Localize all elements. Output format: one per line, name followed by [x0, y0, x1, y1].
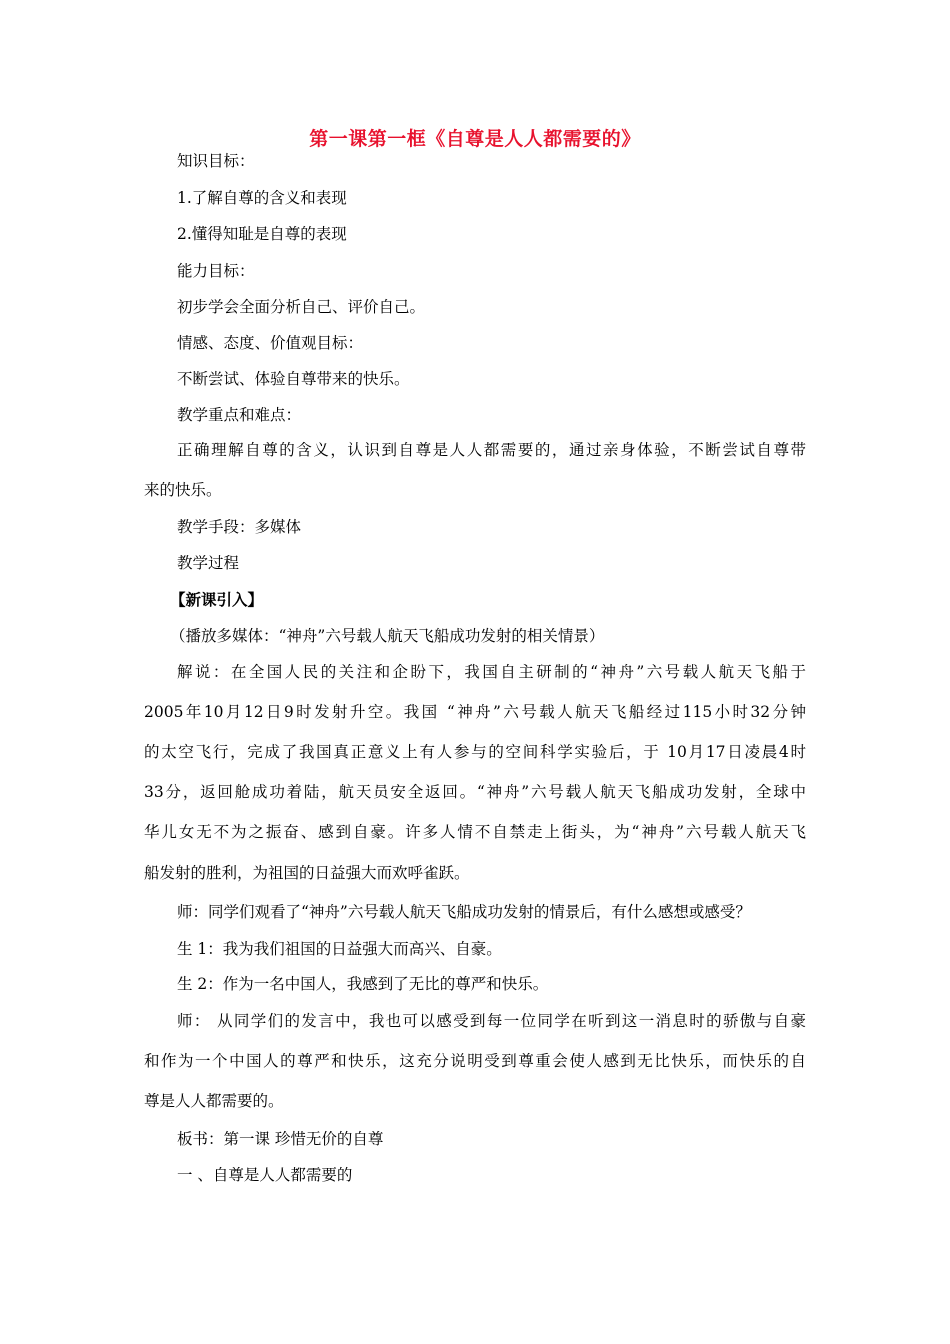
heading-knowledge-goals: 知识目标： — [177, 152, 255, 170]
key-points-text-line-2: 来的快乐。 — [144, 481, 222, 499]
teacher-summary-line-2: 和作为一个中国人的尊严和快乐，这充分说明受到尊重会使人感到无比快乐，而快乐的自 — [144, 1052, 806, 1070]
board-point-1: 一 、自尊是人人都需要的 — [177, 1166, 353, 1184]
key-points-text-line-1: 正确理解自尊的含义，认识到自尊是人人都需要的，通过亲身体验，不断尝试自尊带 — [177, 441, 806, 459]
student-1-answer: 生 1：我为我们祖国的日益强大而高兴、自豪。 — [177, 940, 502, 958]
teacher-summary-line-3: 尊是人人都需要的。 — [144, 1092, 284, 1110]
heading-emotion-goals: 情感、态度、价值观目标： — [177, 334, 364, 352]
narration-line-3: 的太空飞行，完成了我国真正意义上有人参与的空间科学实验后，于 10月17日凌晨4时 — [144, 743, 806, 761]
heading-teaching-process: 教学过程 — [177, 554, 240, 572]
narration-line-5: 华儿女无不为之振奋、感到自豪。许多人情不自禁走上街头，为“神舟”六号载人航天飞 — [144, 823, 806, 841]
ability-goal-text: 初步学会全面分析自己、评价自己。 — [177, 298, 426, 316]
narration-line-4: 33分，返回舱成功着陆，航天员安全返回。“神舟”六号载人航天飞船成功发射，全球中 — [144, 783, 806, 801]
narration-line-6: 船发射的胜利，为祖国的日益强大而欢呼雀跃。 — [144, 864, 470, 882]
section-new-lesson: 【新课引入】 — [170, 590, 264, 609]
teaching-means: 教学手段：多媒体 — [177, 518, 302, 536]
document-title: 第一课第一框《自尊是人人都需要的》 — [309, 128, 641, 150]
narration-line-1: 解说：在全国人民的关注和企盼下，我国自主研制的“神舟”六号载人航天飞船于 — [177, 663, 806, 681]
board-note: 板书：第一课 珍惜无价的自尊 — [177, 1130, 384, 1148]
multimedia-note: （播放多媒体：“神舟”六号载人航天飞船成功发射的相关情景） — [170, 627, 605, 645]
heading-key-points: 教学重点和难点： — [177, 406, 302, 424]
teacher-summary-line-1: 师： 从同学们的发言中，我也可以感受到每一位同学在听到这一消息时的骄傲与自豪 — [177, 1012, 806, 1030]
knowledge-goal-2: 2.懂得知耻是自尊的表现 — [177, 225, 347, 243]
emotion-goal-text: 不断尝试、体验自尊带来的快乐。 — [177, 370, 410, 388]
student-2-answer: 生 2：作为一名中国人，我感到了无比的尊严和快乐。 — [177, 975, 549, 993]
heading-ability-goals: 能力目标： — [177, 262, 255, 280]
knowledge-goal-1: 1.了解自尊的含义和表现 — [177, 189, 347, 207]
teacher-question: 师：同学们观看了“神舟”六号载人航天飞船成功发射的情景后，有什么感想或感受？ — [177, 903, 751, 921]
narration-line-2: 2005年10月12日9时发射升空。我国 “神舟”六号载人航天飞船经过115小时32分钟 — [144, 703, 806, 721]
